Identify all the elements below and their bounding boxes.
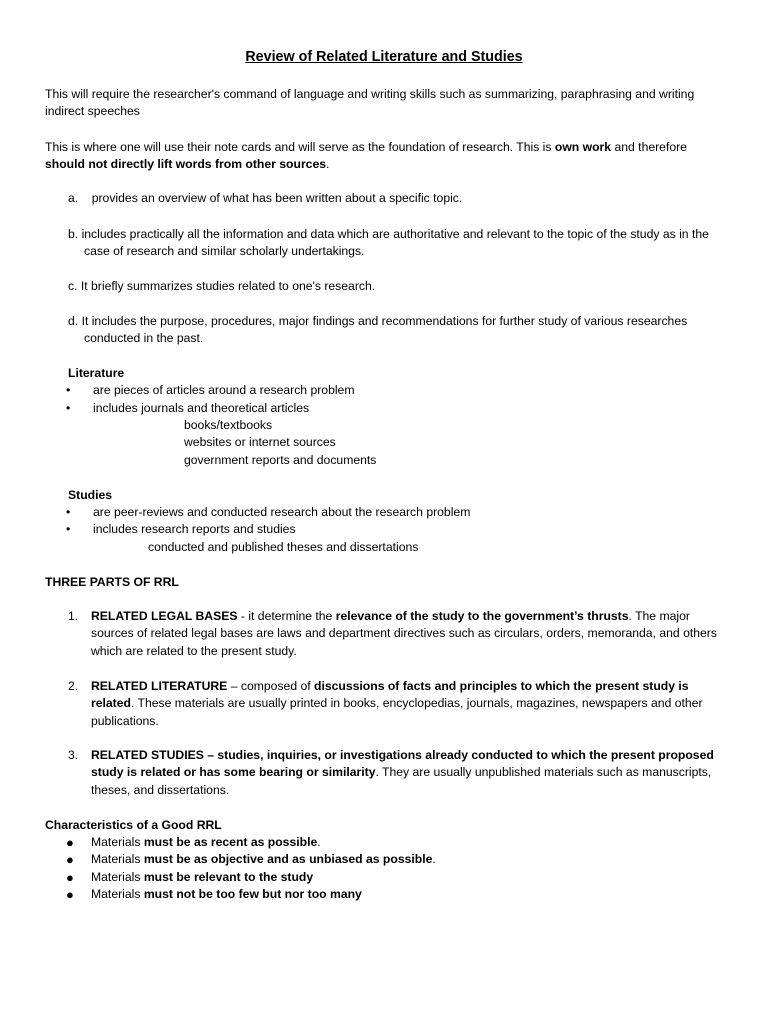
list-item-d: [68, 313, 734, 348]
part-1-number: 1.: [68, 609, 79, 623]
characteristic-4: [91, 886, 362, 903]
characteristic-bullet-icon: ●: [66, 870, 74, 885]
part-3-number: 3.: [68, 748, 79, 762]
characteristic-1-post: .: [317, 835, 321, 849]
studies-bullet-1: are peer-reviews and conducted research about the research problem: [93, 505, 471, 519]
intro2-text-2: and therefore: [611, 140, 687, 154]
literature-heading: Literature: [68, 366, 125, 380]
part-2-number: 2.: [68, 679, 79, 693]
characteristic-2-bold: must be as objective and as unbiased as possible: [143, 852, 433, 866]
characteristic-3-pre: Materials: [91, 870, 144, 884]
studies-bullet-2: includes research reports and studies: [93, 522, 296, 536]
marker-c: c.: [68, 279, 78, 293]
characteristic-3: [91, 869, 313, 886]
intro2-bold-1: own work: [554, 140, 612, 154]
part-1-bold-2: relevance of the study to the government’s thrusts: [335, 609, 629, 623]
part-1-text-2: . The major sources of related legal bases are laws and department directives such as circulars, orders, memoranda, and others which are related to the present study.: [91, 609, 717, 658]
part-2-bold-2: discussions of facts and principles to which the present study is related: [91, 679, 689, 711]
list-item-a: [68, 190, 740, 207]
literature-bullet-icon: •: [66, 383, 71, 397]
document-title: Review of Related Literature and Studies: [245, 49, 523, 65]
list-item-b: [68, 226, 734, 261]
marker-d: d.: [68, 314, 79, 328]
characteristic-4-pre: Materials: [91, 887, 144, 901]
characteristic-2-pre: Materials: [91, 852, 144, 866]
text-c: It briefly summarizes studies related to one's research.: [80, 279, 376, 293]
text-b: includes practically all the information and data which are authoritative and relevant to the topic of the study as in the case of research and similar scholarly undertakings.: [81, 227, 709, 259]
characteristic-bullet-icon: ●: [66, 852, 74, 867]
part-2-bold-1: RELATED LITERATURE: [91, 679, 228, 693]
part-2-text-1: – composed of: [227, 679, 315, 693]
characteristic-2-post: .: [432, 852, 436, 866]
list-item-c: [68, 278, 734, 295]
text-a: provides an overview of what has been written about a specific topic.: [91, 191, 463, 205]
intro-paragraph-2: [45, 139, 725, 174]
characteristic-2: [91, 851, 436, 868]
characteristic-1: [91, 834, 321, 851]
characteristic-1-pre: Materials: [91, 835, 144, 849]
characteristic-bullet-icon: ●: [66, 835, 74, 850]
part-3-bold-1: RELATED STUDIES – studies, inquiries, or investigations already conducted to which the present proposed study is related or has some bearing or similarity: [91, 748, 714, 780]
text-d: It includes the purpose, procedures, major findings and recommendations for further study of various researches conducted in the past.: [81, 314, 688, 346]
studies-sub-1: conducted and published theses and dissertations: [148, 540, 419, 554]
part-1-bold-1: RELATED LEGAL BASES: [91, 609, 238, 623]
studies-bullet-icon: •: [66, 505, 71, 519]
part-3-text-2: . They are usually unpublished materials such as manuscripts, theses, and dissertations.: [91, 765, 712, 797]
marker-b: b.: [68, 227, 79, 241]
characteristic-4-bold: must not be too few but nor too many: [143, 887, 362, 901]
intro2-text-3: .: [326, 157, 330, 172]
intro2-text-1: This is where one will use their note cards and will serve as the foundation of research. This is: [45, 140, 555, 154]
literature-sub-1: books/textbooks: [184, 418, 273, 432]
characteristic-1-bold: must be as recent as possible: [143, 835, 318, 849]
intro2-bold-2: should not directly lift words from other sources: [45, 157, 327, 172]
literature-bullet-1: are pieces of articles around a research problem: [93, 383, 355, 397]
literature-sub-2: websites or internet sources: [184, 435, 336, 449]
intro-paragraph-1: This will require the researcher's command of language and writing skills such as summarizing, paraphrasing and writing indirect speeches: [45, 87, 695, 119]
characteristic-bullet-icon: ●: [66, 887, 74, 902]
characteristics-heading: Characteristics of a Good RRL: [45, 818, 222, 832]
marker-a: a.: [68, 191, 79, 205]
studies-heading: Studies: [68, 488, 113, 502]
part-2-text: [91, 678, 721, 730]
part-1-text-1: - it determine the: [237, 609, 336, 623]
literature-sub-3: government reports and documents: [184, 453, 377, 467]
part-3-text: [91, 747, 721, 799]
three-parts-heading: THREE PARTS OF RRL: [45, 575, 179, 589]
literature-bullet-2: includes journals and theoretical articles: [93, 401, 310, 415]
characteristic-3-bold: must be relevant to the study: [143, 870, 314, 884]
part-1-text: [91, 608, 721, 660]
studies-bullet-icon: •: [66, 522, 71, 536]
part-2-text-2: . These materials are usually printed in books, encyclopedias, journals, magazines, newspapers and other publications.: [91, 696, 703, 728]
literature-bullet-icon: •: [66, 401, 71, 415]
